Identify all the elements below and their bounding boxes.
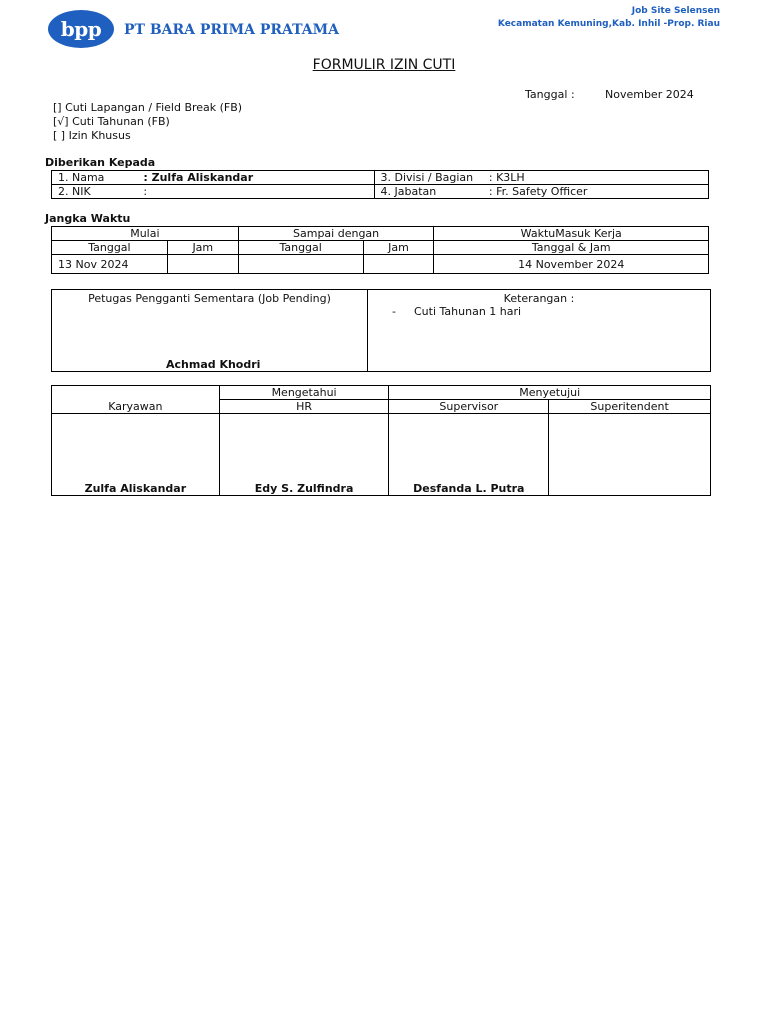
notes-box	[367, 289, 711, 372]
period-table	[51, 226, 709, 274]
replacement-name: Achmad Khodri	[166, 358, 261, 371]
replacement-box	[51, 289, 368, 372]
leave-type-annual[interactable]: [√] Cuti Tahunan (FB)	[53, 115, 170, 128]
until-time-value	[363, 255, 434, 274]
until-date-value	[238, 255, 363, 274]
form-title: FORMULIR IZIN CUTI	[312, 57, 456, 73]
employee-signature: Zulfa Aliskandar	[52, 414, 220, 496]
hr-signature: Edy S. Zulfindra	[219, 414, 389, 496]
replacement-label: Petugas Pengganti Sementara (Job Pending)	[88, 292, 331, 305]
table-row	[52, 255, 709, 274]
position-label: 4. Jabatan	[374, 185, 483, 199]
table-row	[52, 227, 709, 241]
table-row	[52, 171, 709, 185]
return-datetime-header: Tanggal & Jam	[434, 241, 709, 255]
name-value: : Zulfa Aliskandar	[137, 171, 374, 185]
job-site-info	[498, 5, 720, 31]
superintendent-header: Superitendent	[549, 400, 711, 414]
notes-text: Cuti Tahunan 1 hari	[414, 305, 522, 318]
position-value: : Fr. Safety Officer	[483, 185, 709, 199]
start-time-value	[167, 255, 238, 274]
table-row	[52, 241, 709, 255]
supervisor-header: Supervisor	[389, 400, 549, 414]
start-date-header: Tanggal	[52, 241, 168, 255]
hr-header: HR	[219, 400, 389, 414]
company-name: PT BARA PRIMA PRATAMA	[124, 22, 339, 38]
start-header: Mulai	[52, 227, 239, 241]
job-site-line-1: Job Site Selensen	[631, 6, 720, 16]
start-date-value: 13 Nov 2024	[52, 255, 168, 274]
start-time-header: Jam	[167, 241, 238, 255]
date-value: November 2024	[605, 88, 694, 101]
acknowledged-header: Mengetahui	[219, 386, 389, 400]
date-label: Tanggal	[525, 88, 568, 101]
approved-header: Menyetujui	[389, 386, 711, 400]
superintendent-signature	[549, 414, 711, 496]
supervisor-signature: Desfanda L. Putra	[389, 414, 549, 496]
name-label: 1. Nama	[52, 171, 138, 185]
approval-table	[51, 385, 711, 496]
date-colon: :	[571, 88, 575, 101]
notes-bullet: -	[392, 305, 396, 318]
employee-info-table	[51, 170, 709, 199]
table-row	[52, 414, 711, 496]
leave-type-special[interactable]: [ ] Izin Khusus	[53, 129, 131, 142]
return-header: WaktuMasuk Kerja	[434, 227, 709, 241]
leave-type-field-break[interactable]: [] Cuti Lapangan / Field Break (FB)	[53, 101, 243, 114]
job-site-line-2: Kecamatan Kemuning,Kab. Inhil -Prop. Riau	[497, 19, 720, 29]
employee-header: Karyawan	[52, 386, 220, 414]
leave-type-list	[53, 101, 242, 143]
return-datetime-value: 14 November 2024	[434, 255, 709, 274]
logo-text: bpp	[60, 17, 102, 41]
table-row	[52, 386, 711, 400]
division-label: 3. Divisi / Bagian	[374, 171, 483, 185]
nik-label: 2. NIK	[52, 185, 138, 199]
until-date-header: Tanggal	[238, 241, 363, 255]
section-given-to: Diberikan Kepada	[45, 156, 156, 169]
until-time-header: Jam	[363, 241, 434, 255]
notes-label: Keterangan :	[503, 292, 575, 305]
section-period: Jangka Waktu	[45, 212, 131, 225]
until-header: Sampai dengan	[238, 227, 434, 241]
table-row	[52, 185, 709, 199]
nik-value: :	[137, 185, 374, 199]
division-value: : K3LH	[483, 171, 709, 185]
